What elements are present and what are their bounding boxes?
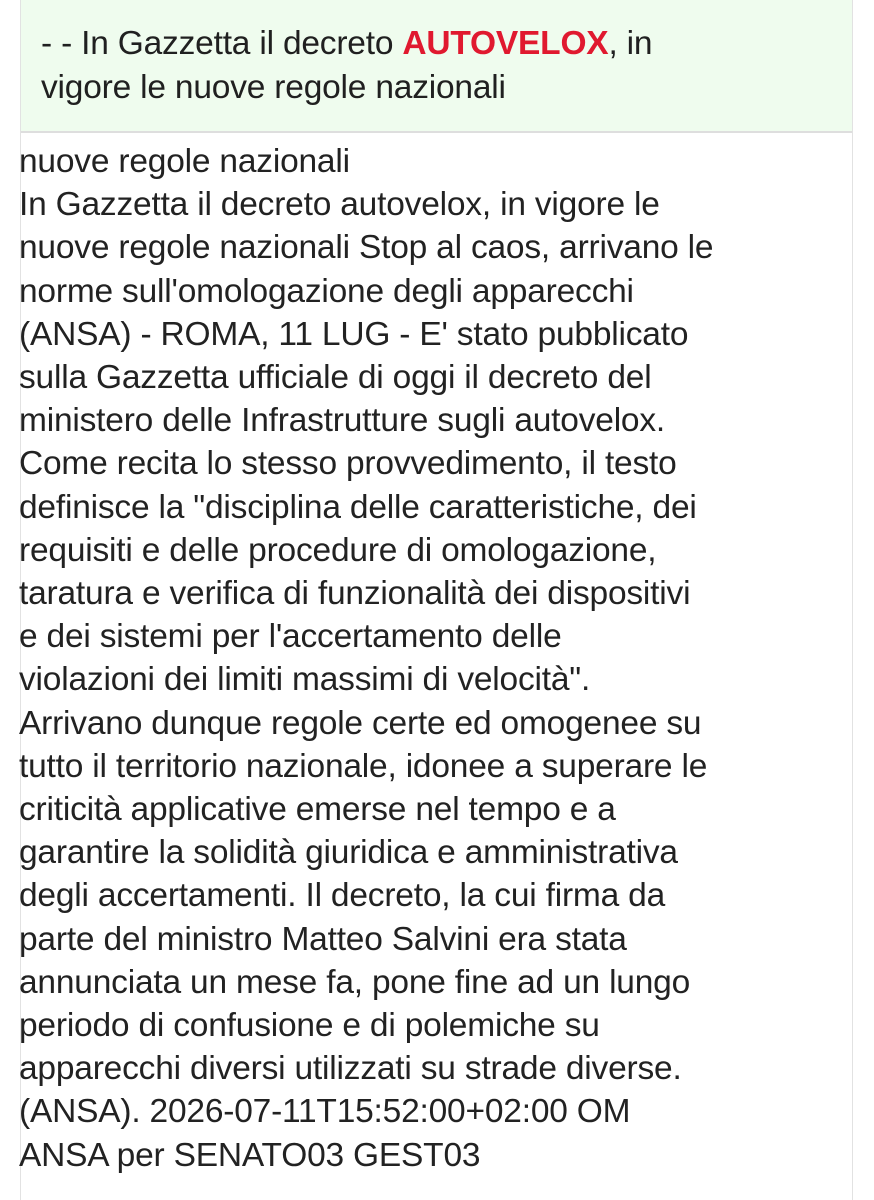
headline-suffix: , in xyxy=(608,25,653,62)
body-line: sulla Gazzetta ufficiale di oggi il decreto del xyxy=(19,359,652,397)
body-line: nuove regole nazionali Stop al caos, arrivano le xyxy=(19,229,714,267)
body-line: degli accertamenti. Il decreto, la cui firma da xyxy=(19,877,666,915)
headline-line-2: vigore le nuove regole nazionali xyxy=(41,69,506,106)
article-body xyxy=(19,140,829,1177)
article-headline xyxy=(21,0,852,133)
headline-keyword: AUTOVELOX xyxy=(402,25,609,62)
body-line: violazioni dei limiti massimi di velocità". xyxy=(19,661,591,699)
body-line: tutto il territorio nazionale, idonee a superare le xyxy=(19,747,708,785)
body-line: norme sull'omologazione degli apparecchi xyxy=(19,272,634,310)
body-line: annunciata un mese fa, pone fine ad un lungo xyxy=(19,963,691,1001)
body-line: In Gazzetta il decreto autovelox, in vigore le xyxy=(19,186,660,224)
body-line: apparecchi diversi utilizzati su strade diverse. xyxy=(19,1050,682,1088)
body-line: periodo di confusione e di polemiche su xyxy=(19,1007,600,1045)
body-line: e dei sistemi per l'accertamento delle xyxy=(19,618,562,656)
body-line: nuove regole nazionali xyxy=(19,143,350,180)
body-line: Come recita lo stesso provvedimento, il testo xyxy=(19,445,677,483)
body-line: (ANSA). 2026-07-11T15:52:00+02:00 OM xyxy=(19,1093,631,1131)
body-line: requisiti e delle procedure di omologazione, xyxy=(19,531,657,569)
body-line: taratura e verifica di funzionalità dei dispositivi xyxy=(19,575,691,613)
body-line: definisce la "disciplina delle caratteristiche, dei xyxy=(19,488,697,526)
body-line: ministero delle Infrastrutture sugli autovelox. xyxy=(19,402,666,440)
body-line: Arrivano dunque regole certe ed omogenee su xyxy=(19,704,702,742)
body-line: ANSA per SENATO03 GEST03 xyxy=(19,1136,481,1174)
body-line: (ANSA) - ROMA, 11 LUG - E' stato pubblicato xyxy=(19,315,689,353)
body-line: garantire la solidità giuridica e amministrativa xyxy=(19,834,678,872)
headline-prefix: - - In Gazzetta il decreto xyxy=(41,25,403,62)
body-line: criticità applicative emerse nel tempo e a xyxy=(19,791,616,829)
body-line: parte del ministro Matteo Salvini era stata xyxy=(19,920,627,958)
